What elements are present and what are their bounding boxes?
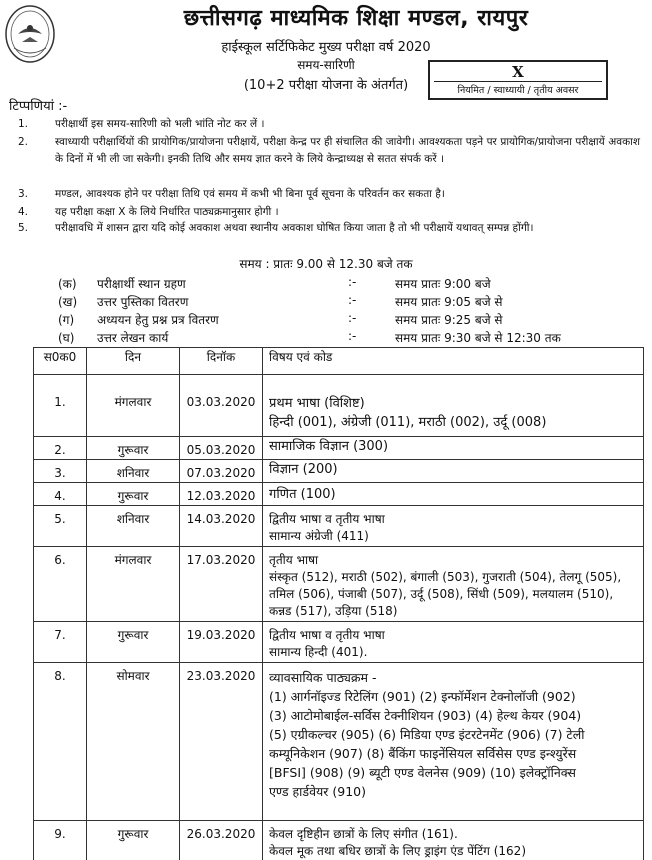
timing-key: (क) — [58, 275, 77, 292]
timing-sep: :- — [348, 293, 356, 307]
timing-sep: :- — [348, 329, 356, 343]
header-subject: विषय एवं कोड — [263, 348, 644, 375]
row-day: मंगलवार — [87, 389, 179, 411]
table-row — [34, 389, 644, 437]
board-title: छत्तीसगढ़ माध्यमिक शिक्षा मण्डल, रायपुर — [60, 2, 652, 32]
row-date: 23.03.2020 — [180, 663, 262, 685]
table-row — [34, 547, 644, 622]
exam-name: हाईस्कूल सर्टिफिकेट मुख्य परीक्षा वर्ष 2020 — [0, 37, 652, 55]
subject-line: कम्यूनिकेशन (907) (8) बैंकिंग फाइनेंसियल सर्विसेस एण्ड इन्श्युरेंस — [269, 744, 643, 763]
row-day: मंगलवार — [87, 547, 179, 569]
timing-time: समय प्रातः 9:00 बजे — [395, 275, 491, 292]
subject-line: (1) आर्गनॉइज्ड रिटेलिंग (901) (2) इन्फॉर्मेशन टेक्नोलॉजी (902) — [269, 687, 643, 706]
exam-schedule-table — [33, 347, 644, 860]
note-number: 1. — [18, 116, 28, 133]
subject-line: द्वितीय भाषा व तृतीय भाषा — [269, 627, 643, 644]
table-row — [34, 622, 644, 663]
subject-line: विज्ञान (200) — [269, 460, 643, 479]
timing-sep: :- — [348, 275, 356, 289]
divider — [434, 81, 602, 82]
timing-time: समय प्रातः 9:05 बजे से — [395, 293, 503, 310]
subject-line: व्यावसायिक पाठ्यक्रम - — [269, 668, 643, 687]
note-number: 3. — [18, 186, 28, 203]
spacer-row — [34, 806, 644, 821]
row-date: 03.03.2020 — [180, 389, 262, 411]
subject-line: एण्ड हार्डवेयर (910) — [269, 782, 643, 801]
row-day: गुरूवार — [87, 622, 179, 644]
subject-line: कन्नड (517), उड़िया (518) — [269, 603, 643, 620]
timing-key: (ग) — [58, 311, 74, 328]
exam-scheme: (10+2 परीक्षा योजना के अंतर्गत) — [0, 75, 652, 93]
table-row — [34, 437, 644, 460]
candidate-category: नियमित / स्वाध्यायी / तृतीय अवसर — [430, 83, 606, 96]
subject-line: गणित (100) — [269, 485, 643, 504]
subject-line: प्रथम भाषा (विशिष्ट) — [269, 394, 643, 413]
row-day: शनिवार — [87, 506, 179, 528]
row-number: 3. — [34, 460, 86, 482]
subject-line: सामान्य हिन्दी (401). — [269, 644, 643, 661]
row-date: 14.03.2020 — [180, 506, 262, 528]
doc-type: समय-सारिणी — [0, 56, 652, 73]
subject-line: (3) आटोमोबाईल-सर्विस टेक्नीशियन (903) (4) हेल्थ केयर (904) — [269, 706, 643, 725]
row-date: 19.03.2020 — [180, 622, 262, 644]
row-date: 07.03.2020 — [180, 460, 262, 482]
row-date: 26.03.2020 — [180, 821, 262, 843]
subject-line: संस्कृत (512), मराठी (502), बंगाली (503), गुजराती (504), तेलगू (505), — [269, 569, 643, 586]
table-row — [34, 483, 644, 506]
row-date: 12.03.2020 — [180, 483, 262, 505]
class-label: X — [430, 63, 606, 81]
timing-time: समय प्रातः 9:25 बजे से — [395, 311, 503, 328]
header-day: दिन — [87, 348, 180, 375]
row-day: गुरूवार — [87, 483, 179, 505]
table-row — [34, 506, 644, 547]
spacer-row — [34, 375, 644, 390]
row-day: गुरूवार — [87, 437, 179, 459]
note-text: परीक्षार्थी इस समय-सारिणी को भली भांति नोट कर लें । — [55, 116, 640, 133]
subject-line: सामाजिक विज्ञान (300) — [269, 437, 643, 456]
row-day: गुरूवार — [87, 821, 179, 843]
row-number: 7. — [34, 622, 86, 644]
class-box — [428, 60, 608, 100]
header-date: दिनॉक — [180, 348, 263, 375]
table-row — [34, 460, 644, 483]
row-number: 1. — [34, 389, 86, 411]
timing-sep: :- — [348, 311, 356, 325]
subject-line: केवल मूक तथा बधिर छात्रों के लिए ड्राइंग एंड पेंटिंग (162) — [269, 843, 643, 860]
subject-line: (5) एग्रीकल्चर (905) (6) मिडिया एण्ड इंटरटेनमेंट (906) (7) टेली — [269, 725, 643, 744]
timing-label: उत्तर लेखन कार्य — [97, 329, 168, 346]
row-day: शनिवार — [87, 460, 179, 482]
subject-line: तमिल (506), पंजाबी (507), उर्दू (508), सिंधी (509), मलयालम (510), — [269, 586, 643, 603]
notes-heading: टिप्पणियां :- — [9, 96, 67, 114]
row-date: 05.03.2020 — [180, 437, 262, 459]
note-text: मण्डल, आवश्यक होने पर परीक्षा तिथि एवं समय में कभी भी बिना पूर्व सूचना के परिवर्तन कर सकता है। — [55, 186, 640, 203]
row-number: 5. — [34, 506, 86, 528]
row-number: 9. — [34, 821, 86, 843]
subject-line: सामान्य अंग्रेजी (411) — [269, 528, 643, 545]
timing-time: समय प्रातः 9:30 बजे से 12:30 तक — [395, 329, 561, 346]
note-text: यह परीक्षा कक्षा X के लिये निर्धारित पाठ्यक्रमानुसार होगी । — [55, 204, 640, 221]
note-number: 4. — [18, 204, 28, 221]
timing-key: (घ) — [58, 329, 74, 346]
timing-heading: समय : प्रातः 9.00 से 12.30 बजे तक — [0, 255, 652, 272]
row-number: 6. — [34, 547, 86, 569]
table-header-row — [34, 348, 644, 375]
note-number: 5. — [18, 220, 28, 237]
note-text: परीक्षावधि में शासन द्वारा यदि कोई अवकाश अथवा स्थानीय अवकाश घोषित किया जाता है तो भी परीक्षायें यथावत् सम्पन्न होंगी। — [55, 220, 640, 237]
subject-line: केवल दृष्टिहीन छात्रों के लिए संगीत (161). — [269, 826, 643, 843]
subject-line: हिन्दी (001), अंग्रेजी (011), मराठी (002), उर्दू (008) — [269, 413, 643, 432]
row-day: सोमवार — [87, 663, 179, 685]
subject-line: द्वितीय भाषा व तृतीय भाषा — [269, 511, 643, 528]
timing-key: (ख) — [58, 293, 77, 310]
row-date: 17.03.2020 — [180, 547, 262, 569]
header-serial: स0क0 — [34, 348, 87, 375]
row-number: 2. — [34, 437, 86, 459]
timing-label: परीक्षार्थी स्थान ग्रहण — [97, 275, 186, 292]
timing-label: उत्तर पुस्तिका वितरण — [97, 293, 188, 310]
note-text: स्वाध्यायी परीक्षार्थियों की प्रायोगिक/प्रायोजना परीक्षायें, परीक्षा केन्द्र पर ही संचालित की जावेगी। आवश्यकता पड़ने पर प्रायोगिक/प्रायोजना परीक्षायें अवकाश के दिनों में भी ली जा सकेगी। इनकी तिथि और समय ज्ञात करने के लिये केन्द्राध्यक्ष से सतत संपर्क करें । — [55, 134, 640, 168]
subject-line: [BFSI] (908) (9) ब्यूटी एण्ड वेलनेस (909) (10) इलेक्ट्रॉनिक्स — [269, 763, 643, 782]
table-row — [34, 663, 644, 807]
note-number: 2. — [18, 134, 28, 151]
table-row — [34, 821, 644, 860]
row-number: 4. — [34, 483, 86, 505]
timing-label: अध्ययन हेतु प्रश्न प्रत्र वितरण — [97, 311, 219, 328]
subject-line: तृतीय भाषा — [269, 552, 643, 569]
row-number: 8. — [34, 663, 86, 685]
